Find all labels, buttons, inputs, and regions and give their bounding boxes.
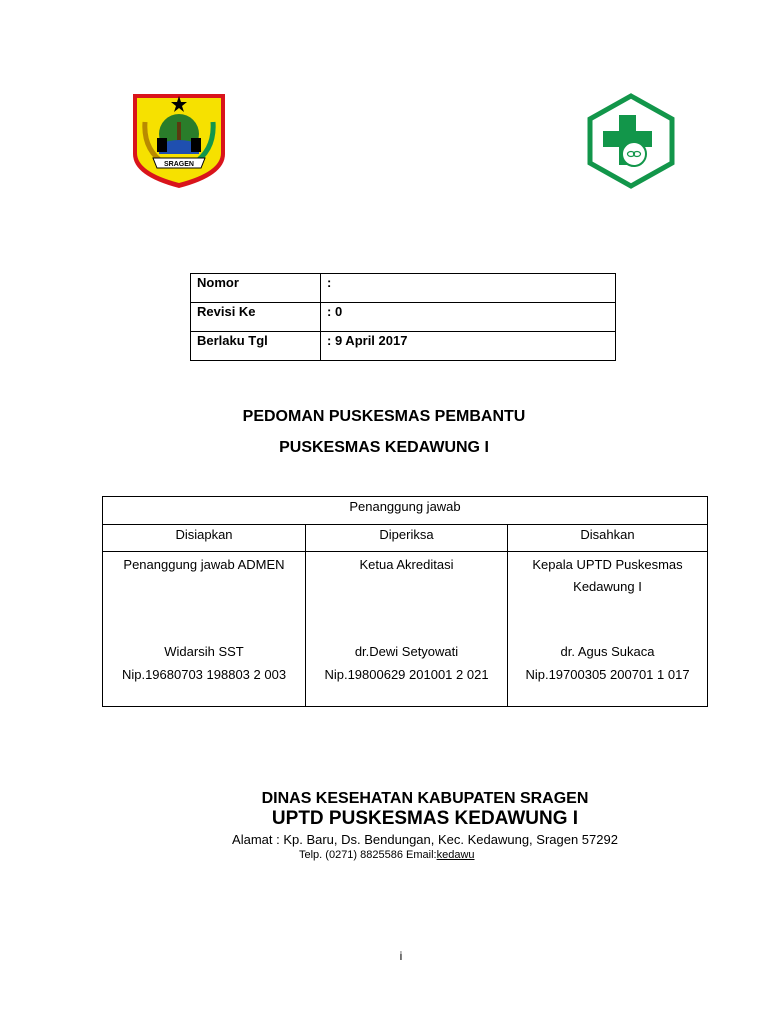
- table-row: [191, 303, 616, 332]
- email-link[interactable]: kedawu: [436, 849, 475, 861]
- table-row: [103, 552, 708, 707]
- table-row: [191, 274, 616, 303]
- document-subtitle: PUSKESMAS KEDAWUNG I: [279, 439, 489, 456]
- signature-cell: [508, 552, 708, 707]
- info-value: : 9 April 2017: [321, 332, 616, 361]
- signer-nip: Nip.19680703 198803 2 003: [121, 667, 287, 682]
- role-heading: Disahkan: [508, 525, 708, 552]
- svg-text:SRAGEN: SRAGEN: [164, 161, 194, 168]
- signature-cell: [306, 552, 508, 707]
- document-title: PEDOMAN PUSKESMAS PEMBANTU: [242, 408, 526, 425]
- document-info-table: [190, 273, 616, 361]
- puskesmas-logo: [586, 93, 676, 189]
- signer-nip: Nip.19700305 200701 1 017: [525, 667, 690, 682]
- signer-position: Ketua Akreditasi: [359, 557, 454, 572]
- page-number: i: [399, 949, 403, 963]
- signature-cell: [103, 552, 306, 707]
- signer-position: Penanggung jawab ADMEN: [123, 557, 285, 572]
- info-label: Revisi Ke: [191, 303, 321, 332]
- signer-name: dr.Dewi Setyowati: [354, 644, 459, 659]
- sragen-emblem-logo: [131, 92, 227, 190]
- telp-text: Telp. (0271) 8825586 Email:: [299, 849, 437, 861]
- signer-name: dr. Agus Sukaca: [560, 644, 655, 659]
- role-heading: Disiapkan: [103, 525, 306, 552]
- dinas-name: DINAS KESEHATAN KABUPATEN SRAGEN: [261, 790, 589, 807]
- uptd-name: UPTD PUSKESMAS KEDAWUNG I: [271, 808, 579, 829]
- info-value: :: [321, 274, 616, 303]
- signer-position: Kepala UPTD Puskesmas Kedawung I: [532, 557, 683, 594]
- signer-name: Widarsih SST: [164, 644, 244, 659]
- responsibility-header: Penanggung jawab: [103, 497, 708, 525]
- address-line: Alamat : Kp. Baru, Ds. Bendungan, Kec. Kedawung, Sragen 57292: [232, 832, 618, 847]
- info-label: Berlaku Tgl: [191, 332, 321, 361]
- table-row: [191, 332, 616, 361]
- responsibility-table: [102, 496, 708, 707]
- info-value: : 0: [321, 303, 616, 332]
- table-row: [103, 525, 708, 552]
- signer-nip: Nip.19800629 201001 2 021: [324, 667, 489, 682]
- table-row: [103, 497, 708, 525]
- info-label: Nomor: [191, 274, 321, 303]
- role-heading: Diperiksa: [306, 525, 508, 552]
- contact-line: [299, 849, 475, 861]
